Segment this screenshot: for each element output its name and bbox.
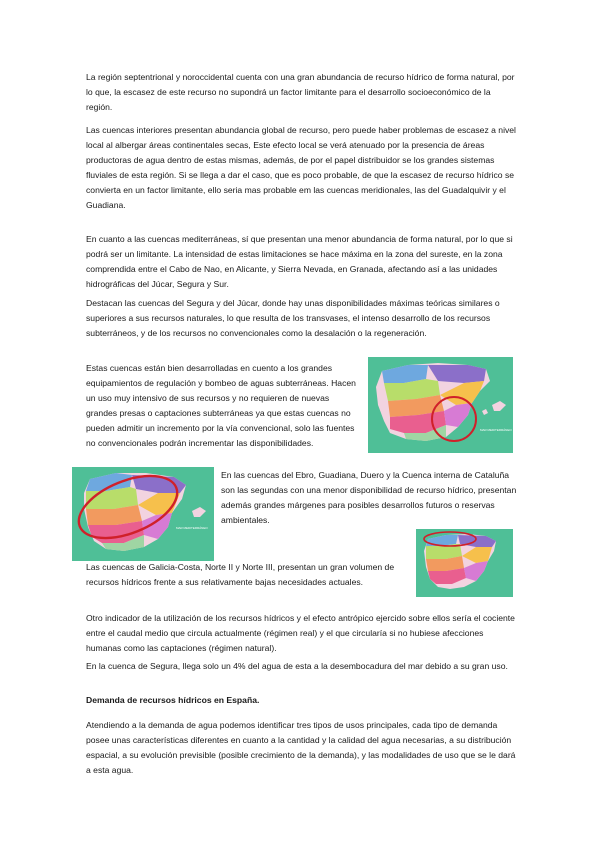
paragraph-3: En cuanto a las cuencas mediterráneas, sí que presentan una menor abundancia de forma natural, por lo que si podrá ser un limitante. La intensidad de estas limitaciones se hace máxima en la zona del sureste, en la zona comprendida entre el Cabo de Nao, en Alicante, y Sierra Nevada, en Granada, afectando así a las unidades hidrográficas del Júcar, Segura y Sur. — [86, 234, 513, 289]
spain-basins-map — [72, 467, 214, 561]
paragraph-8: Otro indicador de la utilización de los recursos hídricos y el efecto antrópico ejercido sobre ellos sería el cociente entre el caudal medio que circula actualmente (régimen real) y el que circularía si no hubiese afecciones humanas como las captaciones (régimen natural). — [86, 613, 515, 653]
paragraph-7: Las cuencas de Galicia-Costa, Norte II y Norte III, presentan un gran volumen de recursos hídricos frente a sus relativamente bajas necesidades actuales. — [86, 562, 395, 587]
map-spain-southeast-highlight — [368, 357, 513, 453]
sea-label: MAR MEDITERRÁNEO — [480, 428, 512, 432]
paragraph-10: Atendiendo a la demanda de agua podemos identificar tres tipos de usos principales, cada tipo de demanda posee unas características diferentes en cuanto a la cantidad y la calidad del agua necesarias, a su distribución espacial, a su evolución previsible (posible crecimiento de la demanda), y las modalidades de uso que se le dará a esta agua. — [86, 720, 516, 775]
paragraph-5: Estas cuencas están bien desarrolladas en cuento a los grandes equipamientos de regulación y bombeo de aguas subterráneas. Hacen un uso muy intensivo de sus recursos y no requieren de nuevas grandes presas o captaciones subterráneas ya que estas cuencas no pueden admitir un incremento por la vía convencional, solo las fuentes no convencionales podrán incrementar las disponibilidades. — [86, 363, 356, 448]
section-heading: Demanda de recursos hídricos en España. — [86, 695, 260, 705]
paragraph-9: En la cuenca de Segura, llega solo un 4% del agua de esta a la desembocadura del mar debido a su gran uso. — [86, 661, 508, 671]
map-spain-north-highlight — [416, 529, 513, 597]
paragraph-2: Las cuencas interiores presentan abundancia global de recurso, pero puede haber problemas de escasez a nivel local al albergar áreas continentales secas, Este efecto local se verá atenuado por la presencia de áreas productoras de agua dentro de estas mismas, además, de por el papel distribuidor se los grandes sistemas fluviales de esta región. Si se llega a dar el caso, que es poco probable, de que la escasez de recurso hídrico se convierta en un factor limitante, ello seria mas probable em las cuencas meridionales, las del Guadalquivir y el Guadiana. — [86, 125, 516, 210]
paragraph-1: La región septentrional y noroccidental cuenta con una gran abundancia de recurso hídrico de forma natural, por lo que, la escasez de este recurso no supondrá un factor limitante para el desarrollo socioeconómico de la región. — [86, 72, 515, 112]
spain-basins-map — [368, 357, 513, 453]
spain-basins-map — [416, 529, 513, 597]
paragraph-6: En las cuencas del Ebro, Guadiana, Duero y la Cuenca interna de Cataluña son las segundas con una menor disponibilidad de recurso hídrico, presentan además grandes márgenes para posibles desarrollos futuros o reservas ambientales. — [221, 470, 517, 525]
paragraph-4: Destacan las cuencas del Segura y del Júcar, donde hay unas disponibilidades máximas teóricas similares o superiores a sus recursos naturales, lo que resulta de los transvases, el intenso desarrollo de los recursos subterráneos, y de los recursos no convencionales como la desalación o la regeneración. — [86, 298, 500, 338]
map-spain-inner-highlight — [72, 467, 214, 561]
sea-label: MAR MEDITERRÁNEO — [176, 526, 208, 530]
